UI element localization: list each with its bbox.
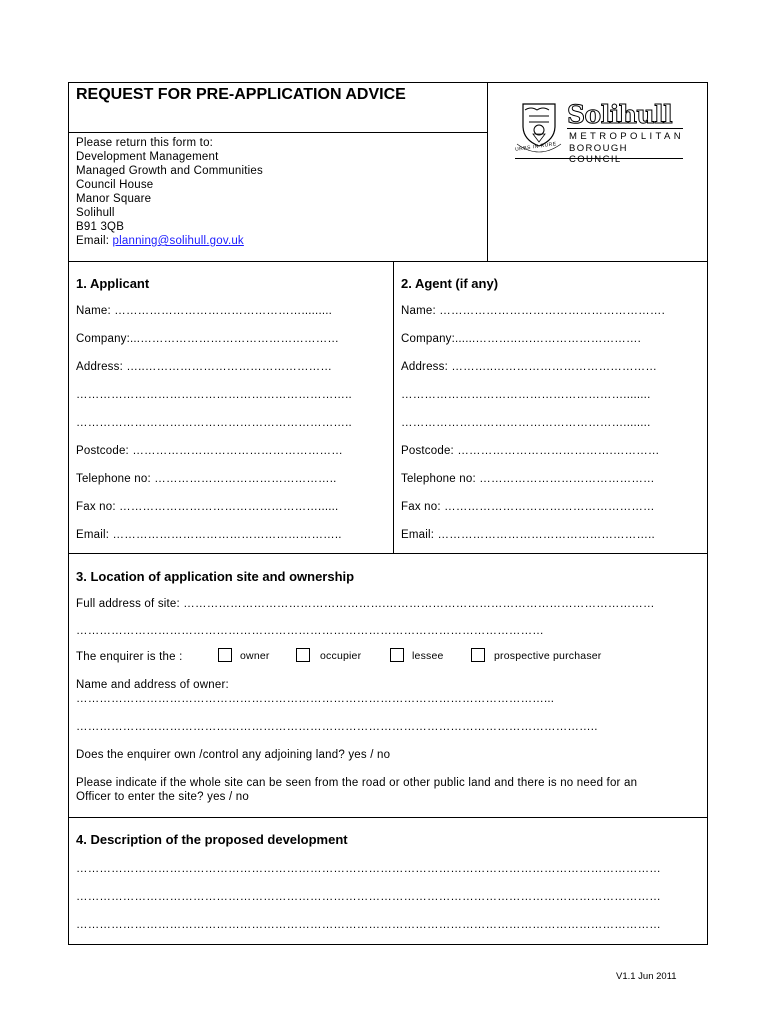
return-line-4: Council House	[76, 179, 154, 191]
owner-details-line2[interactable]: ……………………………………………………………………………………………………………………..	[76, 721, 598, 733]
email-label: Email:	[76, 235, 113, 247]
logo-line2: BOROUGH COUNCIL	[569, 143, 628, 165]
applicant-name-field[interactable]: Name: ………………………………………….........	[76, 305, 333, 317]
section2-bottom-line	[68, 553, 708, 554]
description-line-2[interactable]: ……………………………………………………………………………………………………………………………………	[76, 891, 661, 903]
site-visible-question-1: Please indicate if the whole site can be seen from the road or other public land and there is no need for an	[76, 777, 638, 789]
applicant-fax-field[interactable]: Fax no: ……………………………………………......	[76, 501, 339, 513]
site-visible-question-2: Officer to enter the site? yes / no	[76, 791, 249, 803]
site-address-line2[interactable]: …………………………………………………………………………………………………………	[76, 625, 544, 637]
header-bottom-line	[68, 261, 708, 262]
title-underline	[68, 132, 488, 133]
agent-address-field[interactable]: Address: ………..……………………………………	[401, 361, 658, 373]
applicant-email-field[interactable]: Email: …………………………………………………..	[76, 529, 342, 541]
agent-address-line3[interactable]: …………………………………………………........	[401, 417, 651, 429]
occupier-option-label: occupier	[320, 650, 362, 662]
applicant-address-line2[interactable]: ……………………………………………………………..	[76, 389, 352, 401]
return-line-1: Please return this form to:	[76, 137, 214, 149]
agent-heading: 2. Agent (if any)	[401, 276, 499, 291]
agent-telephone-field[interactable]: Telephone no: ………………………………………	[401, 473, 655, 485]
site-address-field[interactable]: Full address of site: …………………………………………….……………………………………………………………	[76, 598, 655, 610]
page-title: REQUEST FOR PRE-APPLICATION ADVICE	[76, 86, 406, 103]
logo-rule	[567, 128, 683, 129]
applicant-postcode-field[interactable]: Postcode: ………………………………………………	[76, 445, 343, 457]
applicant-address-field[interactable]: Address: …..…………………………………………	[76, 361, 333, 373]
council-logo	[514, 100, 685, 165]
description-line-1[interactable]: ……………………………………………………………………………………………………………………………………	[76, 863, 661, 875]
agent-postcode-field[interactable]: Postcode: ………………………………….…………	[401, 445, 660, 457]
motto-text: URBS IN RURE	[514, 141, 558, 153]
applicant-heading: 1. Applicant	[76, 276, 150, 291]
version-footer: V1.1 Jun 2011	[616, 971, 677, 982]
section3-bottom-line	[68, 817, 708, 818]
return-line-3: Managed Growth and Communities	[76, 165, 263, 177]
enquirer-label: The enquirer is the :	[76, 651, 183, 663]
site-heading: 3. Location of application site and ownership	[76, 569, 355, 584]
return-line-6: Solihull	[76, 207, 115, 219]
logo-line1: METROPOLITAN	[569, 131, 685, 142]
lessee-option-label: lessee	[412, 650, 444, 662]
email-link[interactable]: planning@solihull.gov.uk	[112, 235, 244, 247]
lessee-checkbox[interactable]	[390, 648, 404, 662]
email-line	[76, 234, 244, 248]
return-line-7: B91 3QB	[76, 221, 125, 233]
owner-option-label: owner	[240, 650, 270, 662]
prospective-purchaser-option-label: prospective purchaser	[494, 650, 602, 662]
applicant-company-field[interactable]: Company:...……………………………………………	[76, 333, 340, 345]
owner-checkbox[interactable]	[218, 648, 232, 662]
agent-fax-field[interactable]: Fax no: ………………………………………………	[401, 501, 655, 513]
description-line-3[interactable]: ……………………………………………………………………………………………………………………………………	[76, 919, 661, 931]
header-divider	[487, 82, 488, 262]
logo-name: Solihull	[567, 100, 673, 129]
adjoining-land-question: Does the enquirer own /control any adjoining land? yes / no	[76, 749, 391, 761]
return-line-2: Development Management	[76, 151, 219, 163]
logo-rule-bottom	[515, 158, 683, 159]
agent-email-field[interactable]: Email: ………………………………………………..	[401, 529, 655, 541]
prospective-purchaser-checkbox[interactable]	[471, 648, 485, 662]
description-heading: 4. Description of the proposed development	[76, 832, 348, 847]
agent-company-field[interactable]: Company:......………..….……………………….	[401, 333, 642, 345]
occupier-checkbox[interactable]	[296, 648, 310, 662]
agent-name-field[interactable]: Name: ………………………………………………….	[401, 305, 665, 317]
applicant-agent-divider	[393, 261, 394, 554]
agent-address-line2[interactable]: …………………………………………………........	[401, 389, 651, 401]
owner-details-label: Name and address of owner:	[76, 679, 229, 691]
return-line-5: Manor Square	[76, 193, 152, 205]
applicant-telephone-field[interactable]: Telephone no: ………………………………………..	[76, 473, 337, 485]
applicant-address-line3[interactable]: ……………………………………………………………..	[76, 417, 352, 429]
owner-details-line1[interactable]: …………………………………………………………………………………………………………...	[76, 693, 555, 705]
